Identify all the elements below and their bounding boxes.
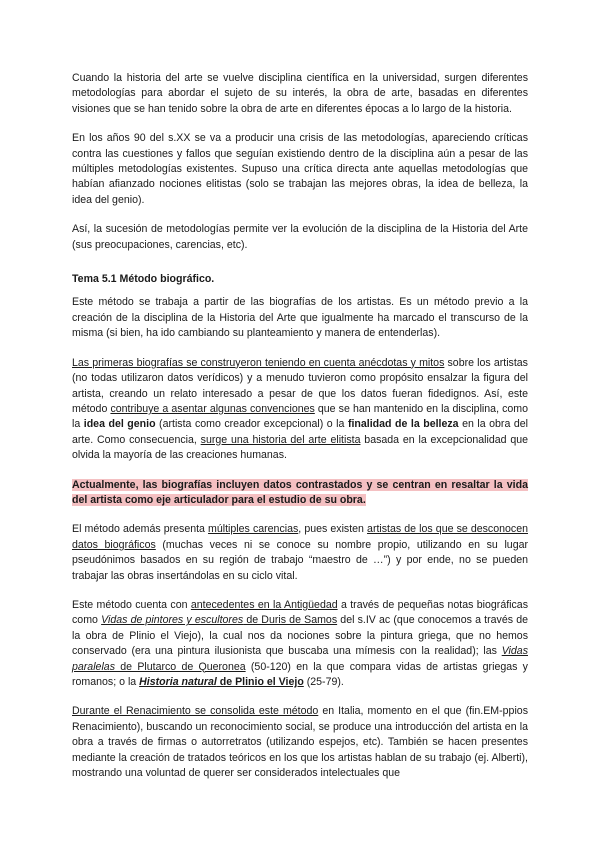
body-text: (muchas veces ni se conoce su nombre propio, utilizando en su lugar pseudónimos basados en su región de trabajo “maestro de …”) y por ende, no se pueden trabajar las obras insertándolas en su ciclo vital. <box>72 538 528 582</box>
underlined-text: de Plinio el Viejo <box>216 676 304 688</box>
paragraph-crisis: En los años 90 del s.XX se va a producir una crisis de las metodologías, apareciendo críticas contra las cuestiones y fallos que seguían existiendo dentro de la disciplina aún a pesar de las múltiples metodologías existentes. Supuso una crítica directa ante aquellas metodologías que habían afianzado nociones elitistas (solo se trabajan las mejores obras, la idea de belleza, la idea del genio). <box>72 132 528 206</box>
body-text: que se han mantenido en la disciplina, como la <box>72 402 529 431</box>
underlined-text: surge una historia del arte elitista <box>200 433 361 446</box>
body-text: El método además presenta <box>72 523 209 536</box>
book-title: Historia natural <box>139 676 217 688</box>
body-text: (50-120) en la que compara vidas de artistas griegas y romanos; o la <box>72 660 528 688</box>
body-text: del s.IV ac (que conocemos a través de la obra de Plinio el Viejo), la cual nos da nociones sobre la pintura griega, que no hemos conservado (era una pintura ilusionista que buscaba una mímesis con la realidad); las <box>72 614 528 658</box>
bold-text: idea del genio <box>83 418 156 431</box>
body-text: sobre los artistas (no todas utilizaron datos verídicos) y a menudo tuvieron como propósito ensalzar la figura del artista, creando un relato interesado a pesar de que los datos fueran fidedignos. Así, este método <box>72 356 528 415</box>
body-text: en la obra del arte. Como consecuencia, <box>72 418 528 446</box>
body-text: basada en la excepcionalidad que olvida la mayoría de las creaciones humanas. <box>72 433 529 462</box>
body-text: , pues existen <box>298 523 368 536</box>
paragraph-renaissance <box>72 704 528 781</box>
bold-text: finalidad de la belleza <box>347 418 459 431</box>
paragraph-method-intro: Este método se trabaja a partir de las biografías de los artistas. Es un método previo a la creación de la disciplina de la Historia del Arte que igualmente ha marcado el transcurso de la misma (si bien, ha ido cambiando su planteamiento y manera de entenderlas). <box>72 296 528 340</box>
body-text: a través de pequeñas notas biográficas como <box>72 598 528 627</box>
highlighted-text: Actualmente, las biografías incluyen datos contrastados y se centran en resaltar la vida del artista como eje articulador para el estudio de su obra. <box>72 478 528 506</box>
paragraph-shortcomings <box>72 522 528 584</box>
body-text: (artista como creador excepcional) o la <box>155 418 348 431</box>
underlined-text: de Duris de Samos <box>243 614 338 627</box>
paragraph-intro: Cuando la historia del arte se vuelve disciplina científica en la universidad, surgen diferentes metodologías para abordar el sujeto de su interés, la obra de arte, basadas en diferentes visiones que se han tenido sobre la obra de arte en diferentes épocas a lo largo de la historia. <box>72 72 528 115</box>
underlined-text: contribuye a asentar algunas convenciones <box>110 402 315 415</box>
document-page <box>72 71 528 781</box>
body-text: Este método cuenta con <box>72 598 191 611</box>
book-title: Vidas paralelas <box>72 645 528 673</box>
underlined-text: de Plutarco de Queronea <box>115 660 246 673</box>
book-title: Vidas de pintores y escultores <box>101 614 244 627</box>
body-text: en Italia, momento en el que (fin.EM-ppios Renacimiento), buscando un reconocimiento social, se produce una introducción del artista en la obra a través de firmas o autorretratos (utilizando espejos, etc). También se hacen presentes mediante la creación de tratados teóricos en los que los artistas hablan de su trabajo (ej. Alberti), mostrando una voluntad de querer ser considerados intelectuales que <box>72 705 528 780</box>
underlined-text: Durante el Renacimiento se consolida este método <box>72 705 319 718</box>
underlined-text: Las primeras biografías se construyeron teniendo en cuenta anécdotas y mitos <box>72 356 445 369</box>
underlined-text: múltiples carencias <box>208 523 299 536</box>
paragraph-antiquity <box>72 598 528 690</box>
underlined-text: antecedentes en la Antigüedad <box>190 598 338 611</box>
underlined-text: artistas de los que se desconocen datos biográficos <box>72 523 528 551</box>
paragraph-succession: Así, la sucesión de metodologías permite ver la evolución de la disciplina de la Historia del Arte (sus preocupaciones, carencias, etc). <box>72 223 528 251</box>
paragraph-first-biographies <box>72 356 528 464</box>
body-text: (25-79). <box>303 676 344 688</box>
paragraph-highlight <box>72 478 528 509</box>
section-heading: Tema 5.1 Método biográfico. <box>72 273 215 286</box>
